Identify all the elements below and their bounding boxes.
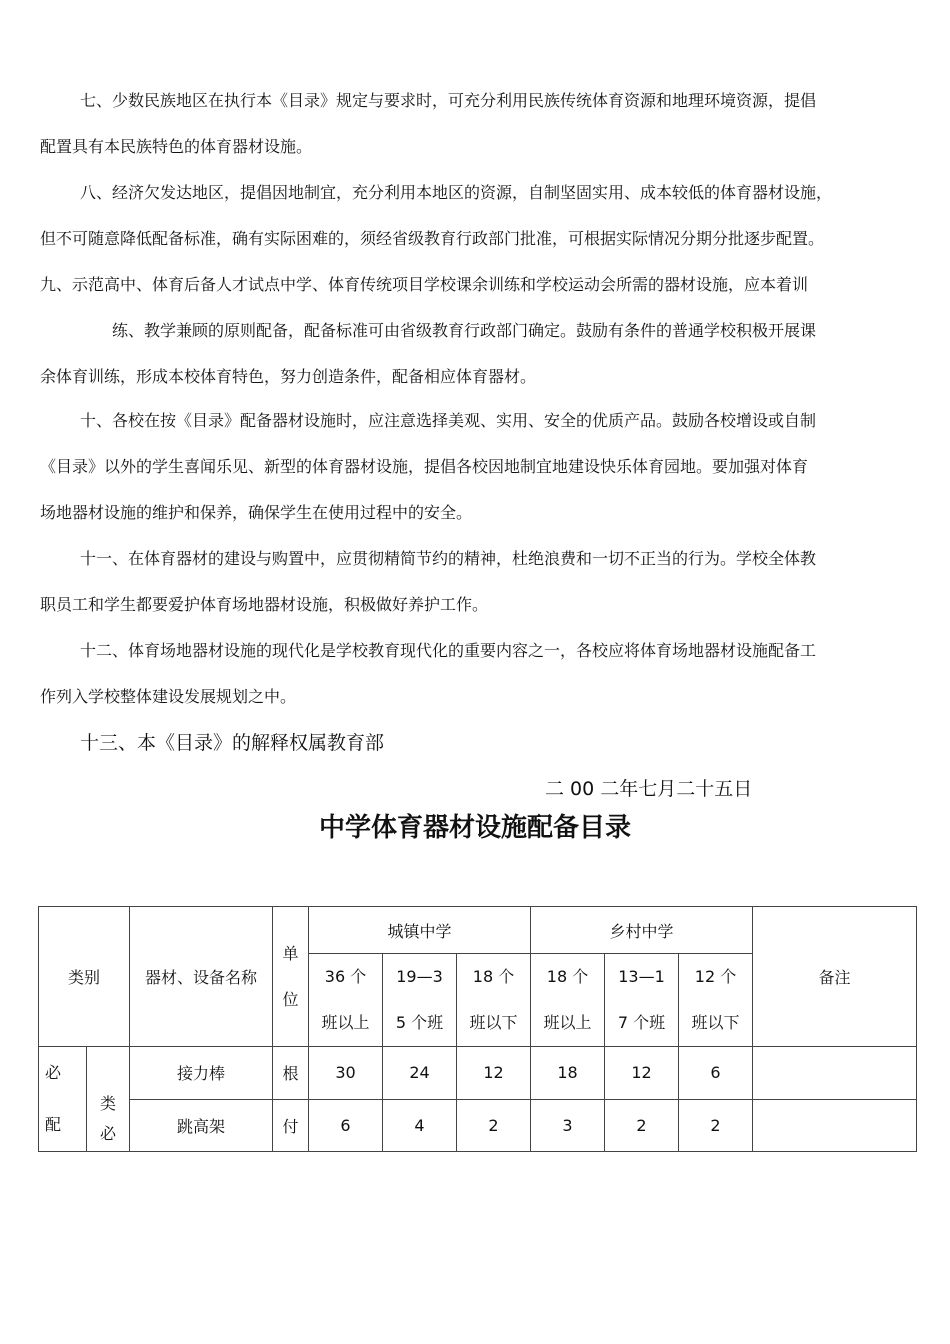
text-line: 十二、体育场地器材设施的现代化是学校教育现代化的重要内容之一，各校应将体育场地器材设施配备工	[80, 641, 817, 660]
header-sub	[309, 954, 383, 1047]
sub-line: 13—1	[618, 967, 665, 986]
sub-line: 19—3	[396, 967, 443, 986]
paragraph-7	[40, 78, 920, 170]
paragraph-11	[40, 536, 920, 628]
category-right	[87, 1047, 130, 1152]
text-line: 十一、在体育器材的建设与购置中，应贯彻精简节约的精神，杜绝浪费和一切不正当的行为。学校全体教	[80, 549, 817, 568]
header-urban: 城镇中学	[309, 907, 531, 954]
value-cell: 6	[309, 1099, 383, 1152]
sub-line: 18 个	[472, 967, 515, 986]
value-cell: 4	[383, 1099, 457, 1152]
header-unit-top: 单	[282, 943, 299, 963]
category-left	[39, 1047, 87, 1152]
equipment-name: 跳高架	[130, 1099, 273, 1152]
value-cell: 2	[605, 1099, 679, 1152]
text-line: 《目录》以外的学生喜闻乐见、新型的体育器材设施，提倡各校因地制宜地建设快乐体育园地。要加强对体育	[40, 457, 809, 476]
text-line: 配置具有本民族特色的体育器材设施。	[40, 137, 313, 156]
category-char: 必	[45, 1063, 62, 1082]
text-line: 作列入学校整体建设发展规划之中。	[40, 687, 297, 706]
value-cell: 18	[531, 1047, 605, 1100]
sub-line: 班以下	[469, 1013, 518, 1032]
header-sub	[457, 954, 531, 1047]
sub-line: 7 个班	[617, 1013, 666, 1032]
value-cell: 12	[457, 1047, 531, 1100]
value-cell: 12	[605, 1047, 679, 1100]
text-line: 场地器材设施的维护和保养，确保学生在使用过程中的安全。	[40, 503, 473, 522]
remark-cell	[753, 1099, 917, 1152]
sub-line: 班以上	[321, 1013, 370, 1032]
paragraph-10	[40, 398, 920, 536]
sub-line: 班以下	[691, 1013, 740, 1032]
sub-line: 36 个	[324, 967, 367, 986]
header-category: 类别	[39, 907, 130, 1047]
text-line: 九、示范高中、体育后备人才试点中学、体育传统项目学校课余训练和学校运动会所需的器材设施，应本着训	[40, 275, 809, 294]
value-cell: 24	[383, 1047, 457, 1100]
header-remark: 备注	[753, 907, 917, 1047]
header-unit-bottom: 位	[282, 989, 299, 1009]
document-date: 二 00 二年七月二十五日	[545, 778, 753, 800]
sub-line: 班以上	[543, 1013, 592, 1032]
sub-line: 5 个班	[395, 1013, 444, 1032]
sub-line: 12 个	[694, 967, 737, 986]
header-sub	[679, 954, 753, 1047]
header-sub	[383, 954, 457, 1047]
value-cell: 6	[679, 1047, 753, 1100]
text-line: 七、少数民族地区在执行本《目录》规定与要求时，可充分利用民族传统体育资源和地理环境资源，提倡	[80, 91, 817, 110]
value-cell: 2	[679, 1099, 753, 1152]
text-line: 职员工和学生都要爱护体育场地器材设施，积极做好养护工作。	[40, 595, 489, 614]
text-line: 练、教学兼顾的原则配备，配备标准可由省级教育行政部门确定。鼓励有条件的普通学校积极开展课	[112, 321, 817, 340]
header-sub	[531, 954, 605, 1047]
equipment-unit: 付	[273, 1099, 309, 1152]
value-cell: 3	[531, 1099, 605, 1152]
header-rural: 乡村中学	[531, 907, 753, 954]
paragraph-13: 十三、本《目录》的解释权属教育部	[80, 732, 385, 754]
category-char: 配	[45, 1115, 62, 1134]
equipment-table	[38, 906, 917, 1152]
category-char: 必	[99, 1124, 116, 1143]
text-line: 八、经济欠发达地区，提倡因地制宜，充分利用本地区的资源，自制坚固实用、成本较低的体育器材设施，	[80, 183, 833, 202]
value-cell: 30	[309, 1047, 383, 1100]
sub-line: 18 个	[546, 967, 589, 986]
text-line: 余体育训练，形成本校体育特色，努力创造条件，配备相应体育器材。	[40, 367, 537, 386]
paragraph-12	[40, 628, 920, 720]
text-line: 十、各校在按《目录》配备器材设施时，应注意选择美观、实用、安全的优质产品。鼓励各校增设或自制	[80, 411, 817, 430]
remark-cell	[753, 1047, 917, 1100]
text-line: 但不可随意降低配备标准，确有实际困难的，须经省级教育行政部门批准，可根据实际情况分期分批逐步配置。	[40, 229, 825, 248]
header-equipment-name: 器材、设备名称	[130, 907, 273, 1047]
value-cell: 2	[457, 1099, 531, 1152]
paragraph-9	[40, 262, 920, 400]
paragraph-8	[40, 170, 920, 262]
equipment-unit: 根	[273, 1047, 309, 1100]
header-sub	[605, 954, 679, 1047]
category-char: 类	[99, 1094, 116, 1113]
equipment-name: 接力棒	[130, 1047, 273, 1100]
page-title: 中学体育器材设施配备目录	[318, 813, 631, 843]
header-unit	[273, 907, 309, 1047]
